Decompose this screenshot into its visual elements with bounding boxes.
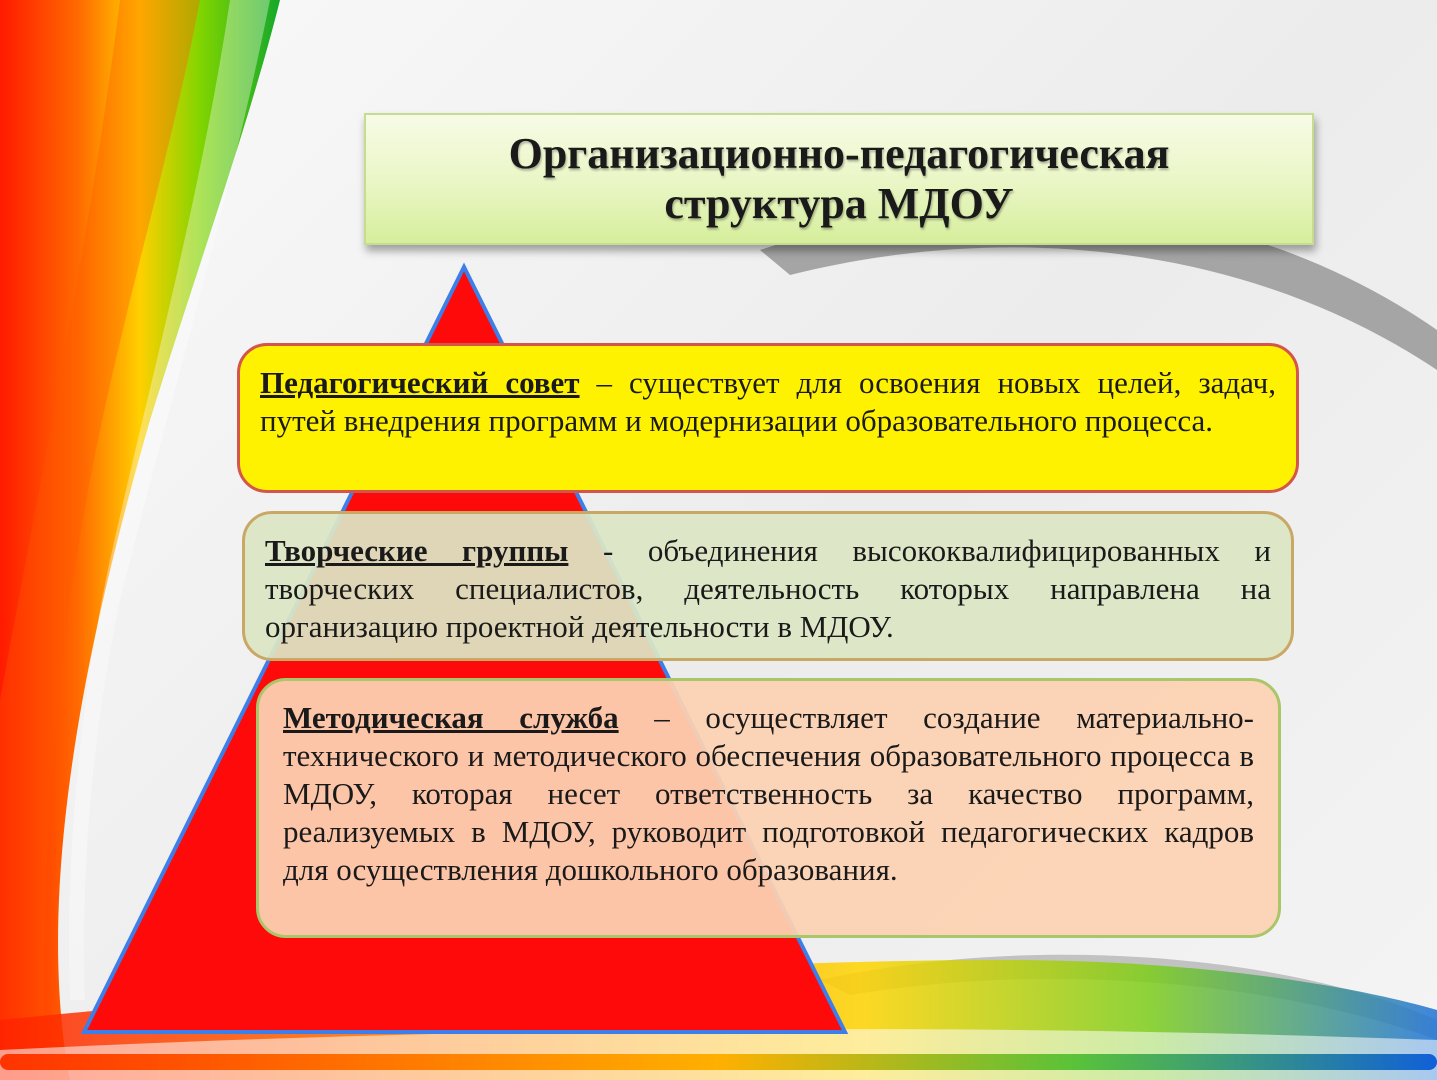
title-line-1: Организационно-педагогическая [508,129,1170,178]
card-description: объединения высококвалифицированных и творческих специалистов, деятельность которых направлена на организацию проектной деятельности в МДОУ. [265,533,1271,644]
title-line-2: структура МДОУ [664,179,1014,228]
card-term: Методическая служба [283,700,619,735]
card-description: существует для освоения новых целей, задач, путей внедрения программ и модернизации образовательного процесса. [260,365,1276,438]
card-separator: - [568,533,648,568]
title-banner [364,113,1314,245]
card-creative-groups [242,511,1294,661]
card-separator: – [579,365,629,400]
card-term: Педагогический совет [260,365,580,400]
card-pedagogical-council [237,343,1299,493]
card-description: осуществляет создание материально-технического и методического обеспечения образовательного процесса в МДОУ, которая несет ответственность за качество программ, реализуемых в МДОУ, руководит подготовкой педагогических кадров для осуществления дошкольного образования. [283,700,1255,887]
card-term: Творческие группы [265,533,569,568]
card-methodical-service [256,678,1281,938]
card-separator: – [618,700,706,735]
